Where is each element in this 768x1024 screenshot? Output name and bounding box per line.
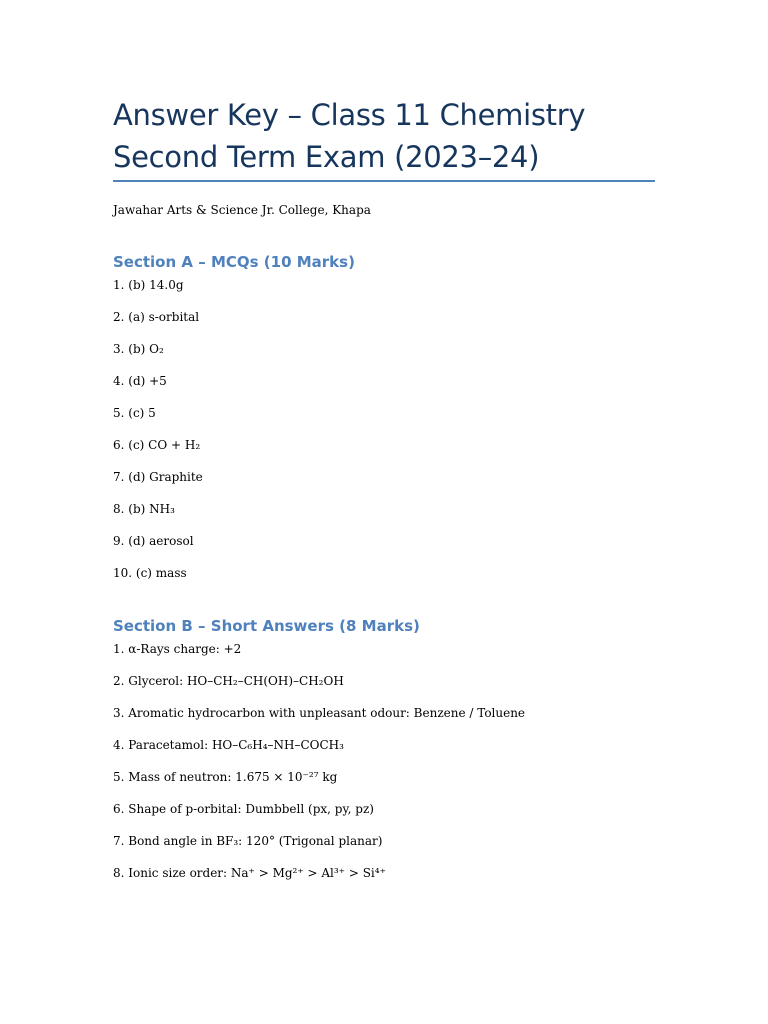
answer-item: 7. Bond angle in BF₃: 120° (Trigonal planar) [113,834,383,848]
answer-item: 1. (b) 14.0g [113,278,184,292]
answer-item: 4. Paracetamol: HO–C₆H₄–NH–COCH₃ [113,738,344,752]
answer-item: 2. (a) s-orbital [113,310,200,324]
answer-item: 6. Shape of p-orbital: Dumbbell (px, py, pz) [113,802,374,816]
section-b-answer-list [113,641,525,897]
answer-item: 4. (d) +5 [113,374,167,388]
answer-item: 8. Ionic size order: Na⁺ > Mg²⁺ > Al³⁺ > Si⁴⁺ [113,866,386,880]
answer-item: 1. α-Rays charge: +2 [113,642,242,656]
answer-item: 3. Aromatic hydrocarbon with unpleasant odour: Benzene / Toluene [113,706,526,720]
answer-item: 3. (b) O₂ [113,342,164,356]
title-line-2: Second Term Exam (2023–24) [113,140,540,174]
school-name: Jawahar Arts & Science Jr. College, Khapa [113,203,371,217]
answer-item: 6. (c) CO + H₂ [113,438,201,452]
section-a-answer-list [113,277,203,597]
answer-item: 5. Mass of neutron: 1.675 × 10⁻²⁷ kg [113,770,338,784]
section-b-heading: Section B – Short Answers (8 Marks) [113,617,420,635]
answer-item: 5. (c) 5 [113,406,156,420]
answer-item: 9. (d) aerosol [113,534,194,548]
title-divider [113,180,655,182]
answer-item: 7. (d) Graphite [113,470,203,484]
title-line-1: Answer Key – Class 11 Chemistry [113,98,586,132]
page-title [113,94,673,178]
answer-item: 8. (b) NH₃ [113,502,175,516]
answer-item: 2. Glycerol: HO–CH₂–CH(OH)–CH₂OH [113,674,344,688]
section-a-heading: Section A – MCQs (10 Marks) [113,253,355,271]
answer-item: 10. (c) mass [113,566,187,580]
